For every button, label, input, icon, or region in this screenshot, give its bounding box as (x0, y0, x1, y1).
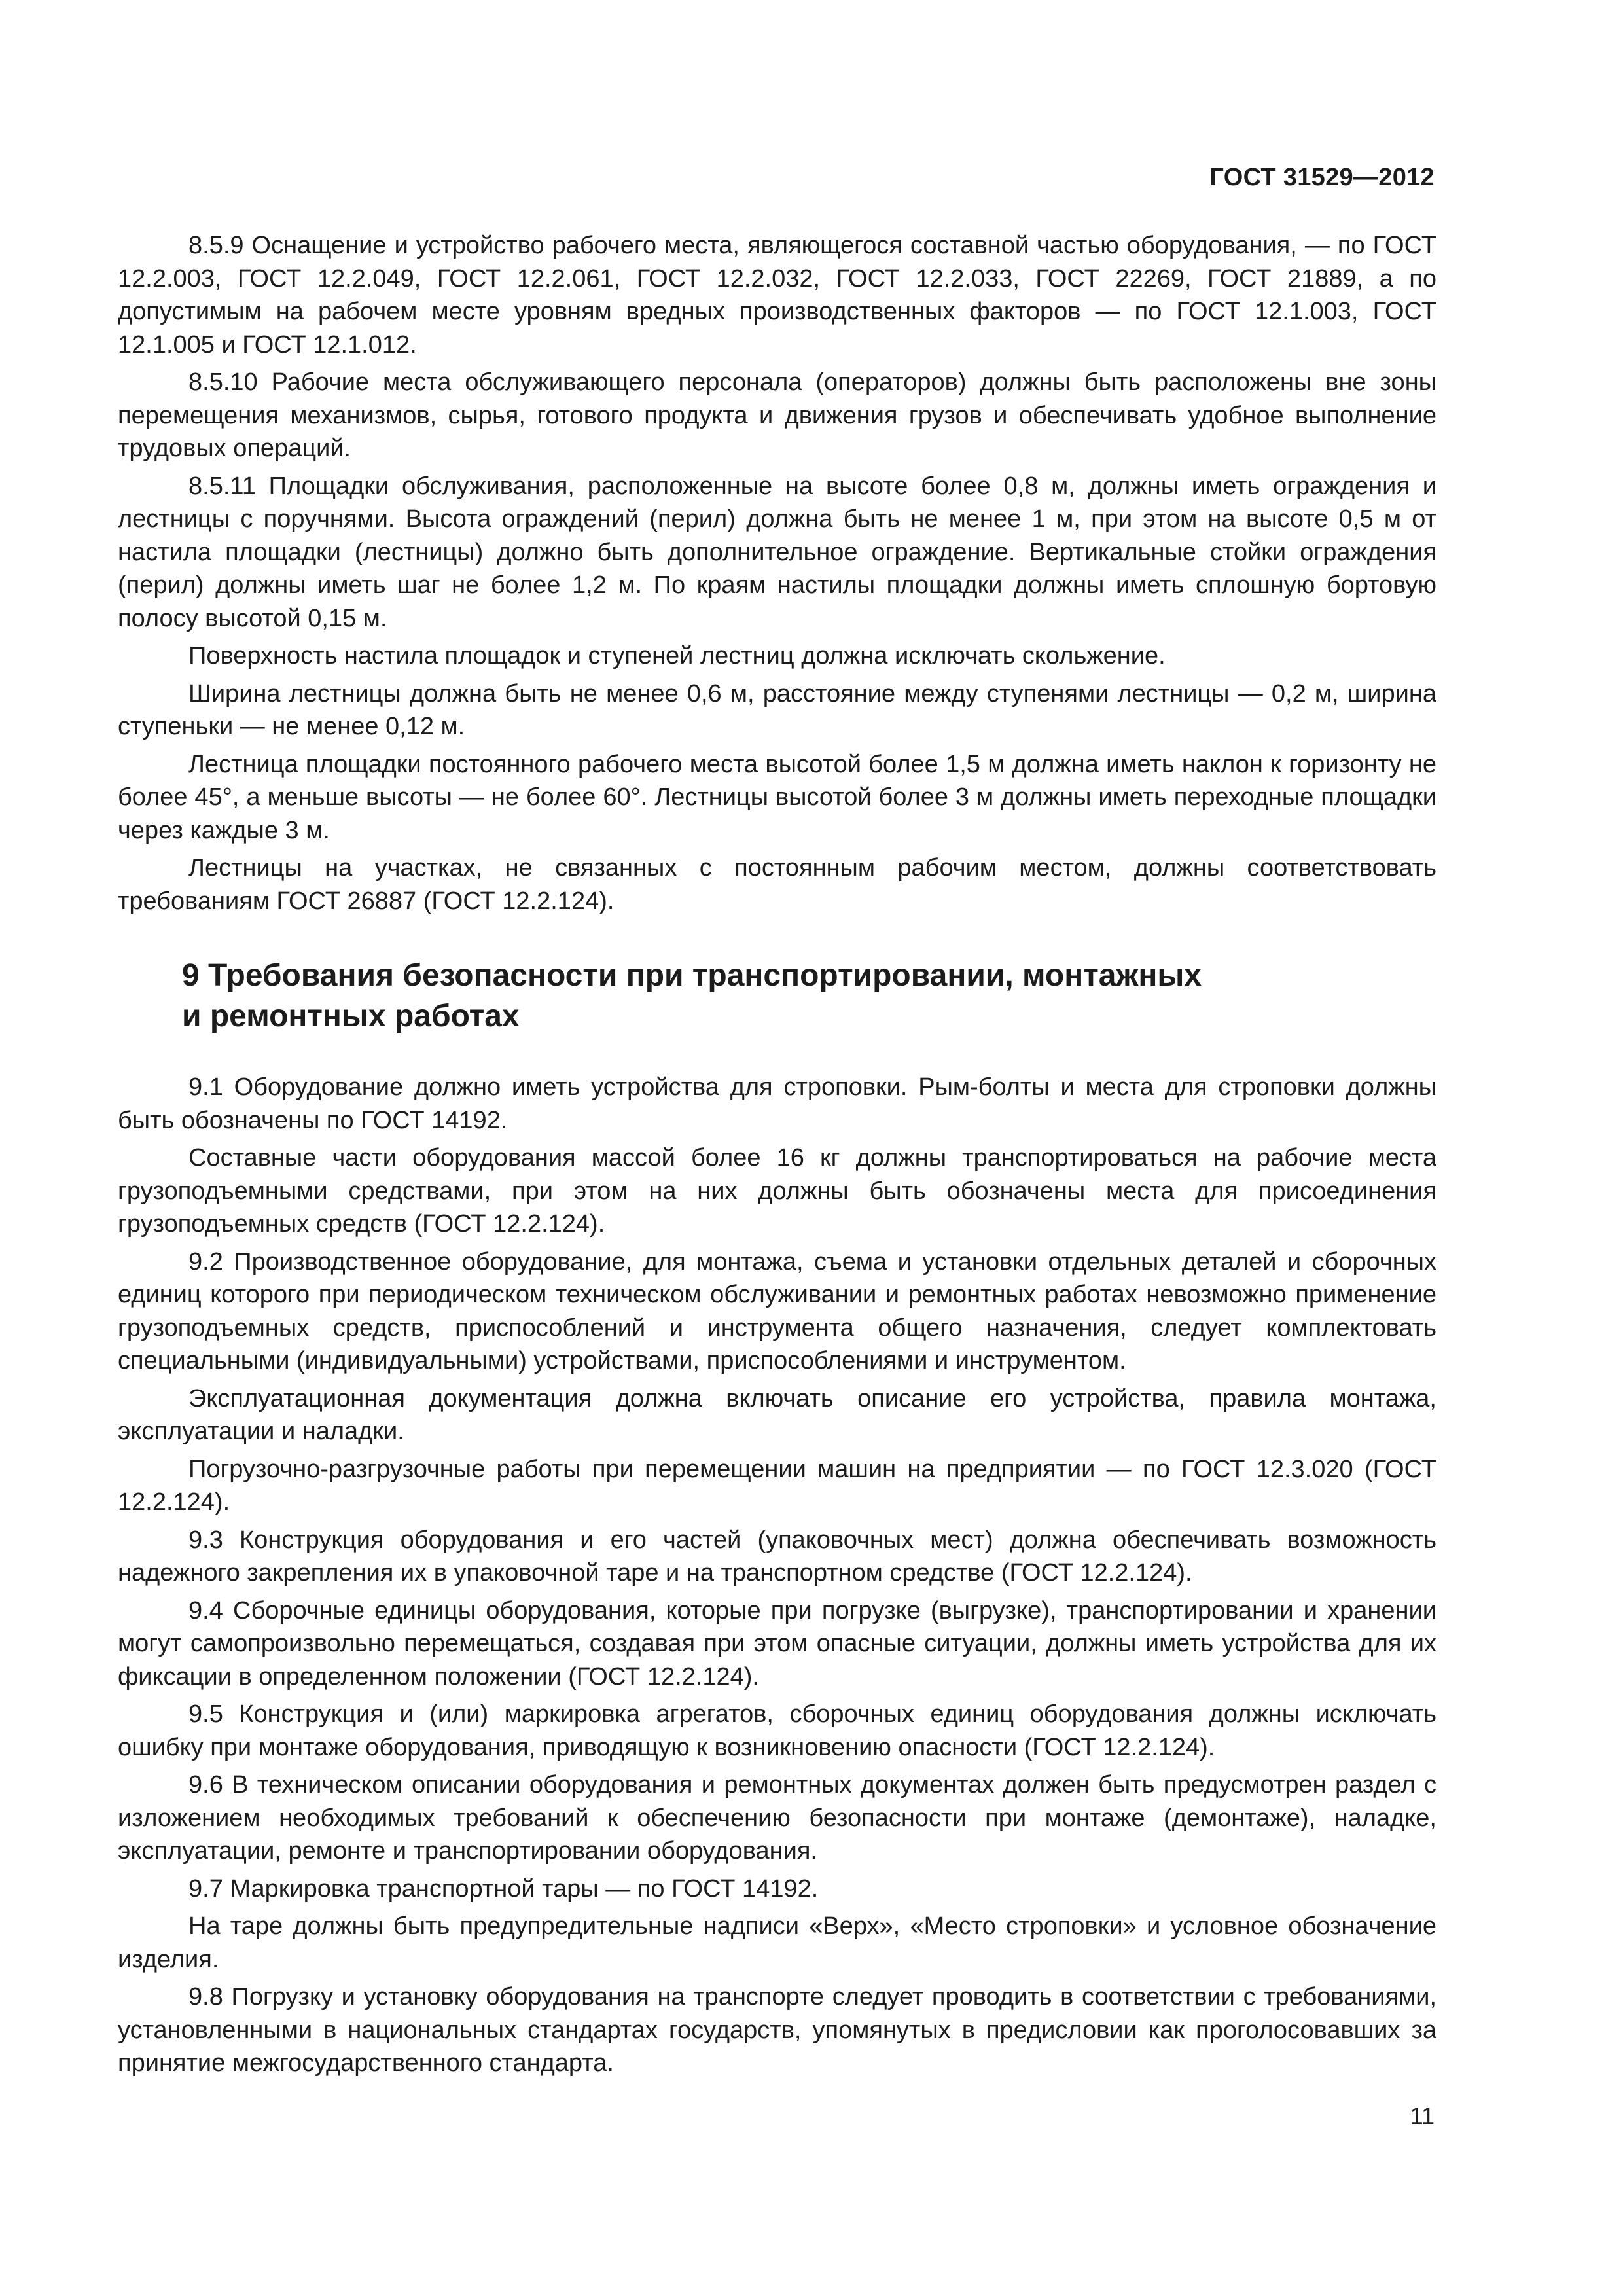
paragraph-9-8: 9.8 Погрузку и установку оборудования на транспорте следует проводить в соответствии с требованиями, установленными в национальных стандартах государств, упомянутых в предисловии как проголосовавших за принятие межгосударственного стандарта. (118, 1983, 1436, 2077)
document-code-header: ГОСТ 31529—2012 (1209, 164, 1435, 191)
paragraph-loading-unloading: Погрузочно-разгрузочные работы при перемещении машин на предприятии — по ГОСТ 12.3.020 (ГОСТ 12.2.124). (118, 1455, 1436, 1516)
paragraph-ladder-other: Лестницы на участках, не связанных с постоянным рабочим местом, должны соответствовать требованиям ГОСТ 26887 (ГОСТ 12.2.124). (118, 854, 1436, 915)
paragraph-9-6: 9.6 В техническом описании оборудования и ремонтных документах должен быть предусмотрен раздел с изложением необходимых требований к обеспечению безопасности при монтаже (демонтаже), наладке, эксплуатации, ремонте и транспортировании оборудования. (118, 1771, 1436, 1865)
page-number: 11 (1410, 2102, 1435, 2129)
section-title-line-2: и ремонтных работах (182, 999, 520, 1033)
paragraph-component-parts: Составные части оборудования массой более 16 кг должны транспортироваться на рабочие места грузоподъемными средствами, при этом на них должны быть обозначены места для присоединения грузоподъемных средств (ГОСТ 12.2.124). (118, 1144, 1436, 1238)
paragraph-8-5-9: 8.5.9 Оснащение и устройство рабочего места, являющегося составной частью оборудования, — по ГОСТ 12.2.003, ГОСТ 12.2.049, ГОСТ 12.2.061, ГОСТ 12.2.032, ГОСТ 12.2.033, ГОСТ 22269, ГОСТ 21889, а по допустимым на рабочем месте уровням вредных производственных факторов — по ГОСТ 12.1.003, ГОСТ 12.1.005 и ГОСТ 12.1.012. (118, 232, 1436, 359)
section-9-heading (182, 956, 1436, 1037)
paragraph-9-4: 9.4 Сборочные единицы оборудования, которые при погрузке (выгрузке), транспортировании и хранении могут самопроизвольно перемещаться, создавая при этом опасные ситуации, должны иметь устройства для их фиксации в определенном положении (ГОСТ 12.2.124). (118, 1596, 1436, 1691)
paragraph-9-3: 9.3 Конструкция оборудования и его частей (упаковочных мест) должна обеспечивать возможность надежного закрепления их в упаковочной таре и на транспортном средстве (ГОСТ 12.2.124). (118, 1526, 1436, 1587)
page-content (118, 229, 1436, 2085)
paragraph-8-5-10: 8.5.10 Рабочие места обслуживающего персонала (операторов) должны быть расположены вне зоны перемещения механизмов, сырья, готового продукта и движения грузов и обеспечивать удобное выполнение трудовых операций. (118, 368, 1436, 462)
paragraph-tare-inscriptions: На таре должны быть предупредительные надписи «Верх», «Место строповки» и условное обозначение изделия. (118, 1912, 1436, 1973)
paragraph-9-7: 9.7 Маркировка транспортной тары — по ГОСТ 14192. (188, 1874, 819, 1903)
paragraph-8-5-11: 8.5.11 Площадки обслуживания, расположенные на высоте более 0,8 м, должны иметь ограждения и лестницы с поручнями. Высота ограждений (перил) должна быть не менее 1 м, при этом на высоте 0,5 м от настила площадки (лестницы) должно быть дополнительное ограждение. Вертикальные стойки ограждения (перил) должны иметь шаг не более 1,2 м. По краям настилы площадки должны иметь сплошную бортовую полосу высотой 0,15 м. (118, 472, 1436, 632)
paragraph-9-5: 9.5 Конструкция и (или) маркировка агрегатов, сборочных единиц оборудования должны исключать ошибку при монтаже оборудования, приводящую к возникновению опасности (ГОСТ 12.2.124). (118, 1700, 1436, 1761)
section-title-line-1: 9 Требования безопасности при транспортировании, монтажных (182, 958, 1202, 993)
paragraph-ladder-width: Ширина лестницы должна быть не менее 0,6 м, расстояние между ступенями лестницы — 0,2 м, ширина ступеньки — не менее 0,12 м. (118, 679, 1436, 740)
paragraph-surface: Поверхность настила площадок и ступеней лестниц должна исключать скольжение. (188, 642, 1166, 670)
paragraph-9-1: 9.1 Оборудование должно иметь устройства для строповки. Рым-болты и места для строповки должны быть обозначены по ГОСТ 14192. (118, 1073, 1436, 1134)
paragraph-operational-docs: Эксплуатационная документация должна включать описание его устройства, правила монтажа, эксплуатации и наладки. (118, 1384, 1436, 1445)
paragraph-9-2: 9.2 Производственное оборудование, для монтажа, съема и установки отдельных деталей и сборочных единиц которого при периодическом техническом обслуживании и ремонтных работах невозможно применение грузоподъемных средств, приспособлений и инструмента общего назначения, следует комплектовать специальными (индивидуальными) устройствами, приспособлениями и инструментом. (118, 1247, 1436, 1374)
paragraph-ladder-incline: Лестница площадки постоянного рабочего места высотой более 1,5 м должна иметь наклон к горизонту не более 45°, а меньше высоты — не более 60°. Лестницы высотой более 3 м должны иметь переходные площадки через каждые 3 м. (118, 750, 1436, 844)
